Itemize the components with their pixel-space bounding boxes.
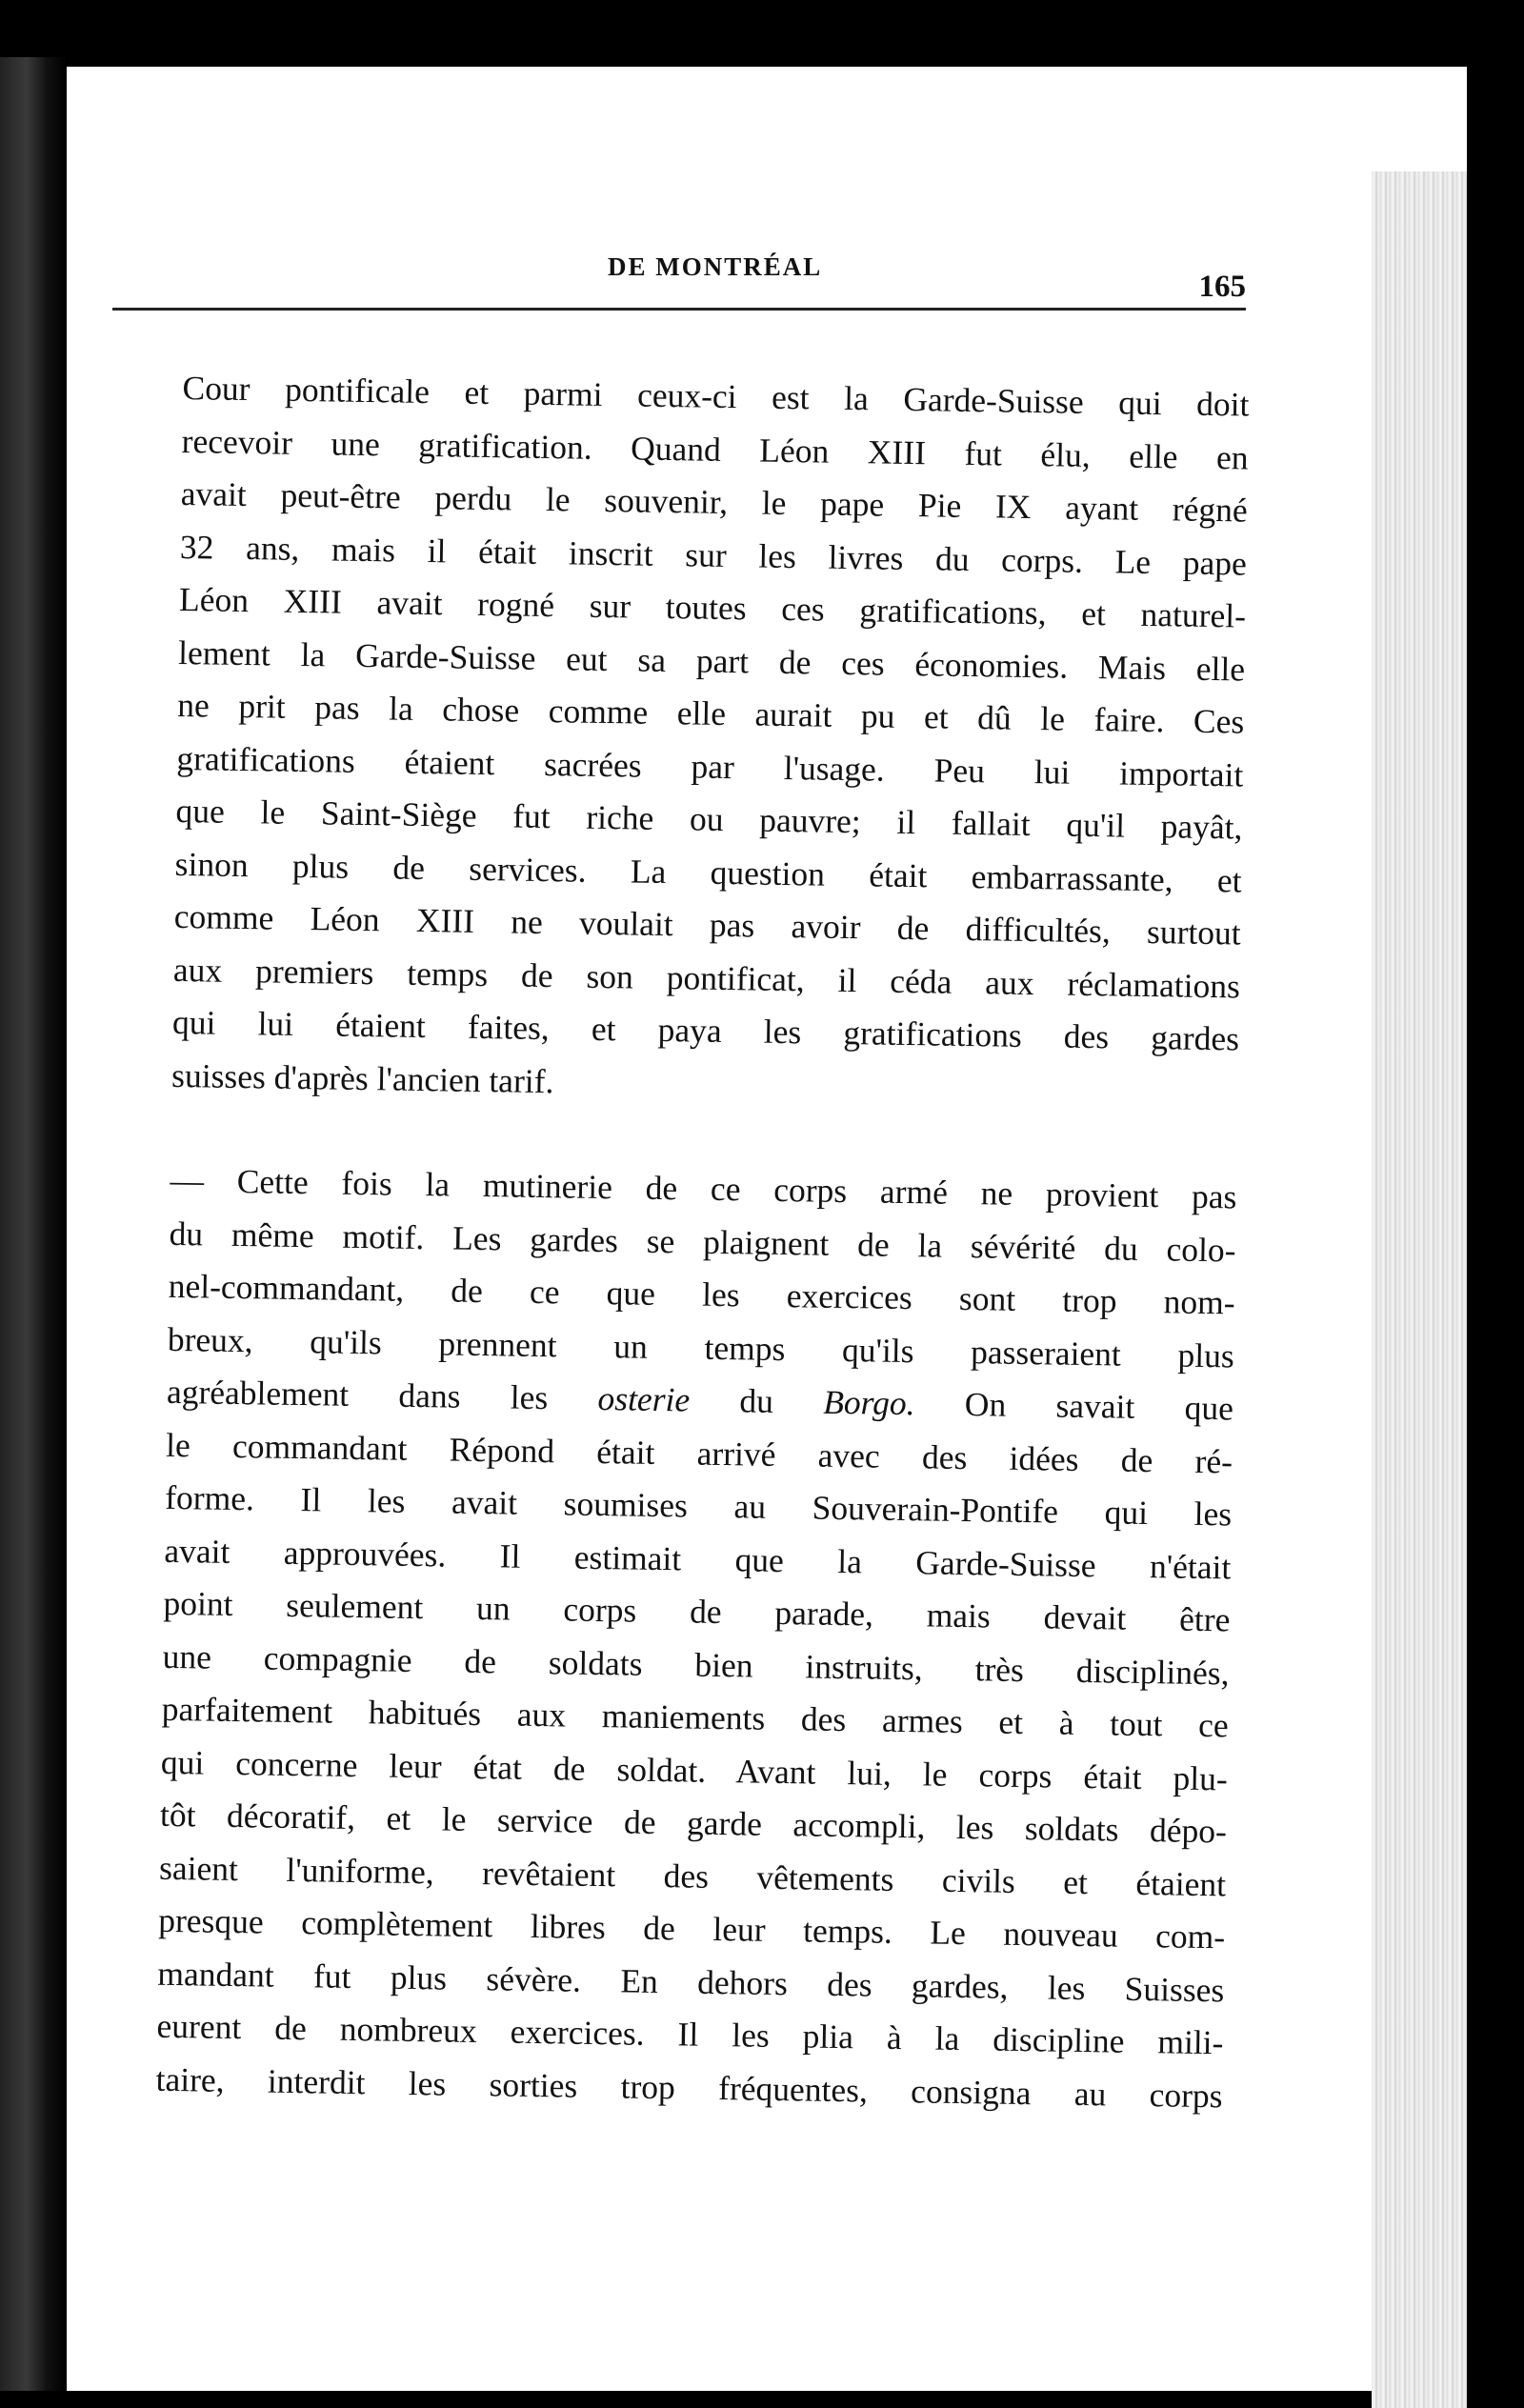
text-line: eurent de nombreux exercices. Il les plia à la discipline mili- bbox=[156, 2006, 1224, 2062]
text-line: tôt décoratif, et le service de garde accompli, les soldats dépo- bbox=[159, 1795, 1228, 1851]
paragraph-1 bbox=[171, 362, 1250, 1118]
text-segment: On savait que bbox=[914, 1384, 1234, 1428]
text-line: sinon plus de services. La question était embarrassante, et bbox=[174, 844, 1242, 900]
text-line: que le Saint-Siège fut riche ou pauvre; il fallait qu'il payât, bbox=[175, 791, 1243, 847]
text-line: gratifications étaient sacrées par l'usage. Peu lui importait bbox=[176, 738, 1244, 794]
italic-term-osterie: osterie bbox=[597, 1378, 691, 1419]
text-line: suisses d'après l'ancien tarif. bbox=[170, 1055, 554, 1100]
header-rule bbox=[112, 308, 1246, 311]
text-line: nel-commandant, de ce que les exercices sont trop nom- bbox=[168, 1266, 1235, 1322]
text-line: lement la Garde-Suisse eut sa part de ces économies. Mais elle bbox=[177, 632, 1246, 689]
text-line: presque complètement libres de leur temps. Le nouveau com- bbox=[157, 1900, 1226, 1956]
text-line: forme. Il les avait soumises au Souverain-Pontife qui les bbox=[164, 1477, 1233, 1534]
text-line: ne prit pas la chose comme elle aurait pu et dû le faire. Ces bbox=[177, 685, 1245, 741]
text-line: Cour pontificale et parmi ceux-ci est la Garde-Suisse qui doit bbox=[182, 368, 1250, 424]
text-line: qui lui étaient faites, et paya les gratifications des gardes bbox=[171, 1002, 1240, 1058]
text-line: avait peut-être perdu le souvenir, le pape Pie IX ayant régné bbox=[180, 473, 1249, 530]
text-line: breux, qu'ils prennent un temps qu'ils passeraient plus bbox=[167, 1319, 1235, 1375]
text-line: parfaitement habitués aux maniements des armes et à tout ce bbox=[161, 1689, 1229, 1745]
running-title: DE MONTRÉAL bbox=[608, 252, 823, 281]
text-line: — Cette fois la mutinerie de ce corps armé ne provient pas bbox=[170, 1160, 1237, 1216]
text-line: aux premiers temps de son pontificat, il céda aux réclamations bbox=[172, 950, 1241, 1006]
text-line: 32 ans, mais il était inscrit sur les livres du corps. Le pape bbox=[179, 527, 1248, 583]
text-line: saient l'uniforme, revêtaient des vêtements civils et étaient bbox=[158, 1848, 1227, 1903]
text-line: point seulement un corps de parade, mais devait être bbox=[163, 1583, 1231, 1639]
text-segment: agréablement dans les bbox=[166, 1372, 598, 1417]
text-line: comme Léon XIII ne voulait pas avoir de difficultés, surtout bbox=[173, 896, 1242, 953]
running-header bbox=[112, 252, 1246, 310]
text-line: recevoir une gratification. Quand Léon XIII fut élu, elle en bbox=[181, 421, 1249, 477]
page-number: 165 bbox=[1198, 270, 1246, 304]
text-segment: du bbox=[689, 1380, 824, 1421]
text-line: taire, interdit les sorties trop fréquentes, consigna au corps bbox=[155, 2059, 1223, 2115]
text-line: mandant fut plus sévère. En dehors des gardes, les Suisses bbox=[157, 1954, 1225, 2009]
page-stack-edges bbox=[1372, 171, 1467, 2408]
text-line: avait approuvées. Il estimait que la Garde-Suisse n'était bbox=[164, 1531, 1232, 1586]
italic-term-borgo: Borgo. bbox=[822, 1382, 915, 1423]
body-text bbox=[155, 362, 1250, 2122]
text-line: le commandant Répond était arrivé avec des idées de ré- bbox=[165, 1425, 1233, 1480]
paragraph-2 bbox=[155, 1154, 1237, 2122]
book-binding-edge bbox=[0, 57, 67, 2391]
text-line: Léon XIII avait rogné sur toutes ces gratifications, et naturel- bbox=[178, 579, 1247, 635]
text-line: du même motif. Les gardes se plaignent de la sévérité du colo- bbox=[169, 1214, 1236, 1269]
text-line: qui concerne leur état de soldat. Avant lui, le corps était plu- bbox=[160, 1742, 1229, 1797]
text-line: une compagnie de soldats bien instruits, très disciplinés, bbox=[162, 1636, 1230, 1692]
